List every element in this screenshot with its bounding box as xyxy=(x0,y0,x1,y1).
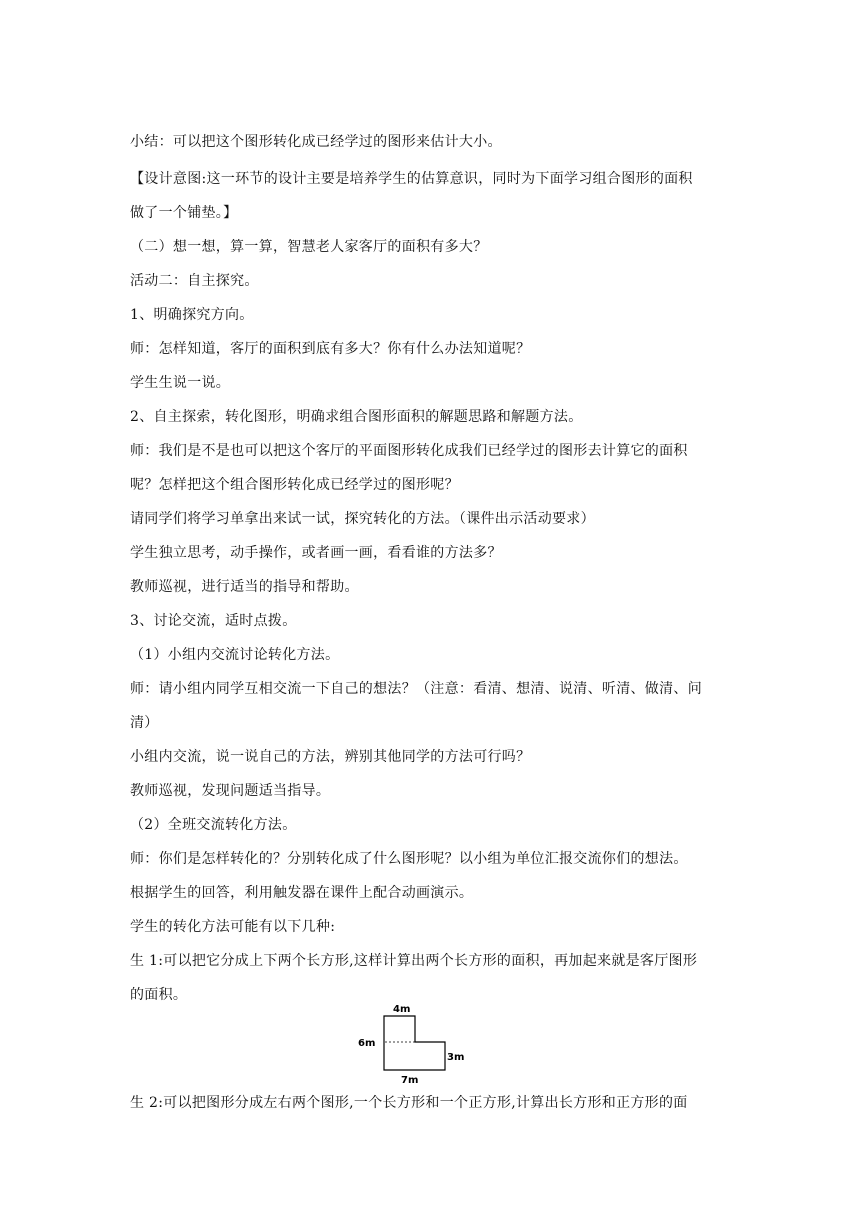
text-line: 清） xyxy=(130,715,159,731)
l-shape-outline xyxy=(384,1016,445,1070)
left-dimension-label: 6m xyxy=(358,1038,376,1049)
text-line: 师：请小组内同学互相交流一下自己的想法？（注意：看清、想清、说清、听清、做清、问 xyxy=(130,681,702,697)
text-line: 活动二：自主探究。 xyxy=(130,273,259,289)
text-line: 根据学生的回答，利用触发器在课件上配合动画演示。 xyxy=(130,885,474,901)
text-line: 做了一个铺垫。】 xyxy=(130,205,238,221)
text-line: 小结：可以把这个图形转化成已经学过的图形来估计大小。 xyxy=(130,134,502,150)
top-dimension-label: 4m xyxy=(393,1004,411,1015)
text-line: （二）想一想，算一算，智慧老人家客厅的面积有多大？ xyxy=(130,239,488,255)
text-line: 的面积。 xyxy=(130,987,188,1003)
text-line: 1、明确探究方向。 xyxy=(130,307,254,323)
text-line: 【设计意图:这一环节的设计主要是培养学生的估算意识，同时为下面学习组合图形的面积 xyxy=(130,171,693,187)
text-line: （1）小组内交流讨论转化方法。 xyxy=(130,647,340,663)
text-line: 呢？怎样把这个组合图形转化成已经学过的图形呢？ xyxy=(130,477,459,493)
text-line: 3、讨论交流，适时点拨。 xyxy=(130,613,297,629)
text-line: 小组内交流，说一说自己的方法，辨别其他同学的方法可行吗？ xyxy=(130,749,531,765)
text-line: 学生的转化方法可能有以下几种: xyxy=(130,919,336,935)
text-line: 2、自主探索，转化图形，明确求组合图形面积的解题思路和解题方法。 xyxy=(130,409,583,425)
text-line: 学生独立思考，动手操作，或者画一画，看看谁的方法多？ xyxy=(130,545,502,561)
text-line: 学生生说一说。 xyxy=(130,375,231,391)
text-line: 师：怎样知道，客厅的面积到底有多大？你有什么办法知道呢？ xyxy=(130,341,531,357)
text-line: （2）全班交流转化方法。 xyxy=(130,817,297,833)
text-line: 生 2:可以把图形分成左右两个图形,一个长方形和一个正方形,计算出长方形和正方形的面 xyxy=(130,1095,688,1111)
text-line: 师：我们是不是也可以把这个客厅的平面图形转化成我们已经学过的图形去计算它的面积 xyxy=(130,443,688,459)
composite-shape-figure xyxy=(355,1002,475,1088)
text-line: 教师巡视，进行适当的指导和帮助。 xyxy=(130,579,359,595)
text-line: 生 1:可以把它分成上下两个长方形,这样计算出两个长方形的面积，再加起来就是客厅图形 xyxy=(130,953,698,969)
bottom-dimension-label: 7m xyxy=(401,1075,419,1086)
text-line: 请同学们将学习单拿出来试一试，探究转化的方法。（课件出示活动要求） xyxy=(130,511,595,527)
text-line: 教师巡视，发现问题适当指导。 xyxy=(130,783,331,799)
right-dimension-label: 3m xyxy=(447,1052,465,1063)
text-line: 师：你们是怎样转化的？分别转化成了什么图形呢？以小组为单位汇报交流你们的想法。 xyxy=(130,851,688,867)
l-shape-diagram xyxy=(355,1002,475,1088)
